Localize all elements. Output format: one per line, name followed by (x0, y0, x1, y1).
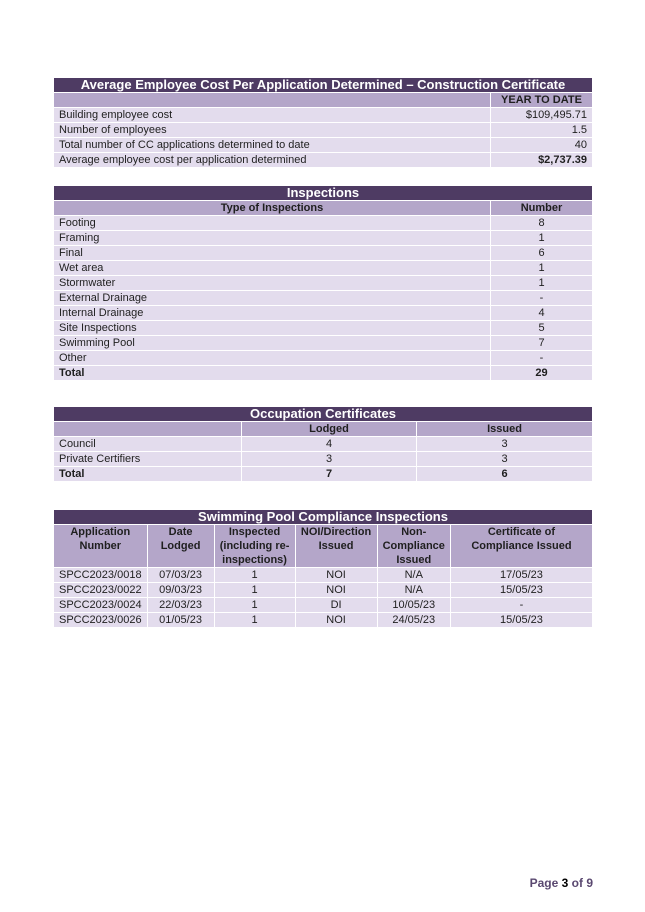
inspection-number: - (491, 291, 592, 305)
table-row (54, 231, 592, 245)
issued-header: Issued (487, 423, 522, 435)
pool-title: Swimming Pool Compliance Inspections (54, 510, 592, 524)
total-issued: 6 (417, 467, 592, 481)
date-lodged: 22/03/23 (148, 598, 214, 612)
total-label: Total (54, 467, 241, 481)
application-number: SPCC2023/0018 (54, 568, 147, 582)
total-row (54, 366, 592, 380)
inspection-type: External Drainage (54, 291, 490, 305)
application-number: SPCC2023/0026 (54, 613, 147, 627)
table-row (54, 246, 592, 260)
employee-cost-header-blank (54, 93, 490, 107)
inspection-number: 1 (491, 276, 592, 290)
inspected-header: Inspected (including re-inspections) (219, 526, 290, 566)
application-number: SPCC2023/0024 (54, 598, 147, 612)
certifier-label: Council (54, 437, 241, 451)
inspections-title: Inspections (54, 186, 592, 200)
type-of-inspections-header: Type of Inspections (220, 202, 324, 214)
table-row (54, 138, 592, 152)
total-row (54, 467, 592, 481)
inspection-type: Internal Drainage (54, 306, 490, 320)
total-label: Total (54, 366, 490, 380)
non-compliance: N/A (378, 568, 450, 582)
lodged-value: 4 (242, 437, 416, 451)
inspection-number: 5 (491, 321, 592, 335)
inspection-number: 1 (491, 261, 592, 275)
date-lodged: 01/05/23 (148, 613, 214, 627)
lodged-value: 3 (242, 452, 416, 466)
table-row (54, 216, 592, 230)
row-value: $109,495.71 (491, 108, 592, 122)
occupation-header-blank (54, 422, 241, 436)
row-label: Building employee cost (54, 108, 490, 122)
table-row (54, 108, 592, 122)
row-label: Total number of CC applications determined to date (54, 138, 490, 152)
row-label: Average employee cost per application determined (54, 153, 490, 167)
noi-direction: NOI (296, 583, 377, 597)
certificate-issued: 17/05/23 (451, 568, 592, 582)
noi-direction: DI (296, 598, 377, 612)
pool-compliance-table (53, 509, 593, 628)
inspection-number: - (491, 351, 592, 365)
date-lodged: 07/03/23 (148, 568, 214, 582)
noi-direction-header: NOI/Direction Issued (300, 526, 372, 552)
inspection-number: 4 (491, 306, 592, 320)
row-value: 40 (491, 138, 592, 152)
page-footer (530, 876, 593, 890)
date-lodged: 09/03/23 (148, 583, 214, 597)
inspection-type: Framing (54, 231, 490, 245)
page-of: of (571, 876, 583, 890)
page-prefix: Page (529, 876, 559, 890)
table-row (54, 583, 592, 597)
table-row (54, 261, 592, 275)
table-row (54, 598, 592, 612)
page-current: 3 (561, 876, 569, 890)
inspection-type: Stormwater (54, 276, 490, 290)
inspection-number: 6 (491, 246, 592, 260)
certificate-header: Certificate of Compliance Issued (471, 526, 572, 552)
table-row (54, 336, 592, 350)
year-to-date-header: YEAR TO DATE (501, 94, 582, 106)
inspection-type: Wet area (54, 261, 490, 275)
table-row (54, 437, 592, 451)
table-row (54, 321, 592, 335)
table-row (54, 276, 592, 290)
non-compliance: 24/05/23 (378, 613, 450, 627)
inspection-number: 1 (491, 231, 592, 245)
page-total: 9 (586, 876, 593, 890)
row-label: Number of employees (54, 123, 490, 137)
total-lodged: 7 (242, 467, 416, 481)
occupation-title: Occupation Certificates (54, 407, 592, 421)
date-lodged-header: Date Lodged (160, 526, 201, 552)
inspection-type: Final (54, 246, 490, 260)
inspection-type: Footing (54, 216, 490, 230)
inspected-count: 1 (215, 583, 295, 597)
certificate-issued: - (451, 598, 592, 612)
table-row (54, 291, 592, 305)
table-row (54, 613, 592, 627)
occupation-certificates-table (53, 406, 593, 482)
certifier-label: Private Certifiers (54, 452, 241, 466)
table-row (54, 306, 592, 320)
non-compliance: 10/05/23 (378, 598, 450, 612)
non-compliance-header: Non-Compliance Issued (382, 526, 445, 566)
inspected-count: 1 (215, 613, 295, 627)
lodged-header: Lodged (309, 423, 349, 435)
inspection-type: Site Inspections (54, 321, 490, 335)
noi-direction: NOI (296, 568, 377, 582)
inspection-type: Other (54, 351, 490, 365)
table-row (54, 452, 592, 466)
inspection-number: 7 (491, 336, 592, 350)
application-number-header: Application Number (70, 526, 131, 552)
row-value: $2,737.39 (491, 153, 592, 167)
inspected-count: 1 (215, 598, 295, 612)
inspection-type: Swimming Pool (54, 336, 490, 350)
employee-cost-table (53, 77, 593, 168)
table-row (54, 153, 592, 167)
table-row (54, 351, 592, 365)
employee-cost-title: Average Employee Cost Per Application Determined – Construction Certificate (54, 78, 592, 92)
certificate-issued: 15/05/23 (451, 613, 592, 627)
non-compliance: N/A (378, 583, 450, 597)
inspected-count: 1 (215, 568, 295, 582)
number-header: Number (520, 202, 563, 214)
table-row (54, 123, 592, 137)
issued-value: 3 (417, 437, 592, 451)
certificate-issued: 15/05/23 (451, 583, 592, 597)
issued-value: 3 (417, 452, 592, 466)
table-row (54, 568, 592, 582)
inspection-number: 8 (491, 216, 592, 230)
inspections-table (53, 185, 593, 381)
total-number: 29 (491, 366, 592, 380)
row-value: 1.5 (491, 123, 592, 137)
noi-direction: NOI (296, 613, 377, 627)
application-number: SPCC2023/0022 (54, 583, 147, 597)
